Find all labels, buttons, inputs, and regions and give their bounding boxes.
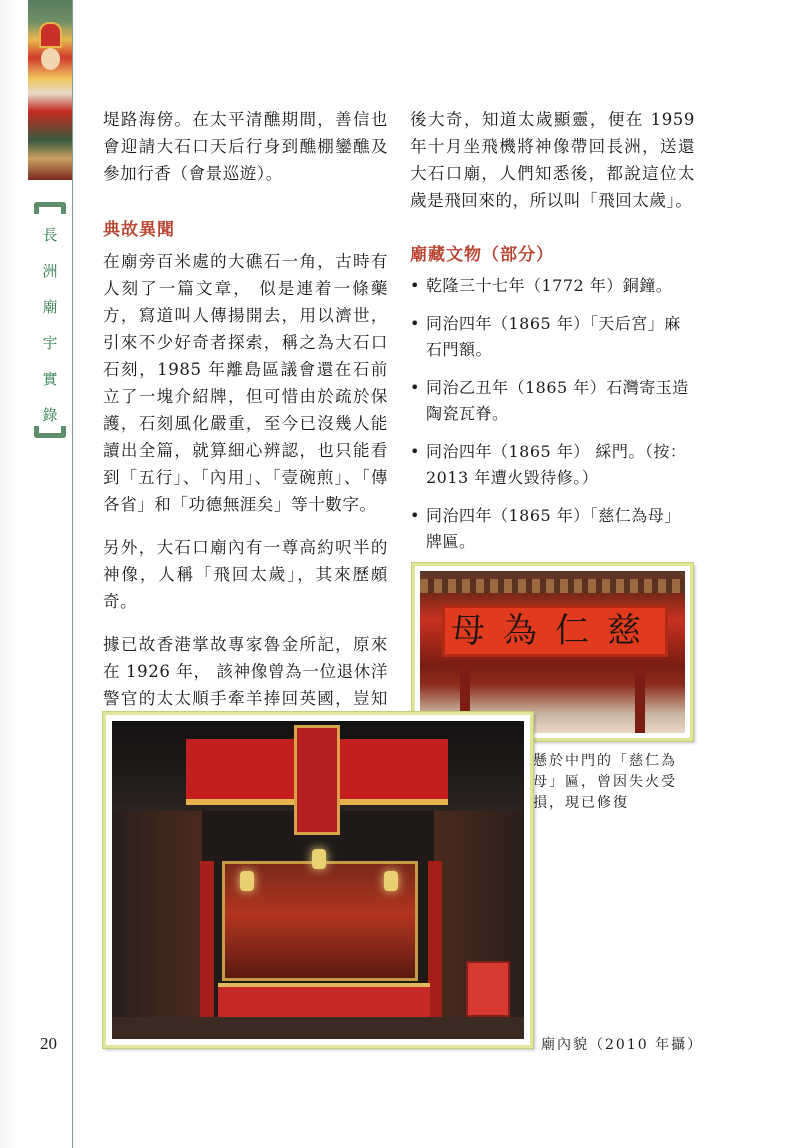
- bullet-icon: •: [410, 276, 420, 295]
- left-column: [103, 106, 388, 782]
- bullet-icon: •: [410, 506, 420, 525]
- plaque-inscription: 母為仁慈: [451, 611, 659, 651]
- bracket-top: [34, 202, 66, 214]
- list-item: [410, 273, 695, 299]
- paragraph-statue: 另外，大石口廟內有一尊高約呎半的神像，人稱「飛回太歲」，其來歷頗奇。: [103, 538, 388, 611]
- artifact-text: 乾隆三十七年（1772 年）銅鐘。: [426, 276, 673, 295]
- lantern-icon: [312, 849, 326, 869]
- red-column: [200, 861, 214, 1021]
- floor: [112, 1017, 524, 1039]
- series-title-char: 實: [42, 370, 58, 388]
- lantern-icon: [240, 871, 254, 891]
- sidebar-divider: [72, 0, 73, 1148]
- artifact-text: 同治四年（1865 年）「天后宮」麻石門額。: [426, 314, 681, 359]
- section-heading-anecdotes: 典故異聞: [103, 220, 175, 240]
- lantern-icon: [384, 871, 398, 891]
- plaque-scene: [420, 571, 685, 733]
- artifact-text: 同治四年（1865 年）「慈仁為母」牌匾。: [426, 506, 681, 551]
- right-column: [410, 106, 695, 567]
- eave-rail: [420, 579, 685, 593]
- paragraph-story: 據已故香港掌故專家魯金所記，原來在 1926 年， 該神像曾為一位退休洋警官的太太順手牽羊捧回英國，豈知: [103, 635, 388, 708]
- donation-box: [466, 961, 510, 1017]
- pillar: [635, 667, 645, 733]
- paragraph-intro: 堤路海傍。在太平清醮期間，善信也會迎請大石口天后行身到醮棚鑾醮及參加行香（會景巡遊）。: [103, 110, 388, 183]
- bracket-bottom: [34, 426, 66, 438]
- list-item: [410, 439, 695, 491]
- deity-face: [41, 48, 60, 70]
- bullet-icon: •: [410, 314, 420, 333]
- page-number: 20: [40, 1034, 57, 1053]
- list-item: [410, 375, 695, 427]
- red-column: [428, 861, 442, 1021]
- bullet-icon: •: [410, 378, 420, 397]
- artifact-list: [410, 273, 695, 555]
- series-title-char: 長: [42, 226, 58, 244]
- series-title: [34, 202, 66, 438]
- section-heading-artifacts: 廟藏文物（部分）: [410, 245, 554, 265]
- deity-image: [28, 0, 73, 180]
- series-title-char: 洲: [42, 262, 58, 280]
- plaque-board: [442, 605, 668, 657]
- bullet-icon: •: [410, 442, 420, 461]
- plaque-caption: 懸於中門的「慈仁為母」匾，曾因失火受損，現已修復: [533, 753, 677, 811]
- side-wall: [112, 811, 202, 1021]
- artifact-text: 同治乙丑年（1865 年）石灣寄玉造陶瓷瓦脊。: [426, 378, 689, 423]
- list-item: [410, 311, 695, 363]
- altar-caption: 廟內貌（2010 年攝）: [541, 1037, 704, 1053]
- series-title-char: 錄: [42, 406, 58, 424]
- artifact-text: 同治四年（1865 年） 綵門。（按：2013 年遭火毀待修。）: [426, 442, 687, 487]
- altar-scene: [112, 721, 524, 1039]
- sidebar: [0, 0, 73, 1148]
- paragraph-continued: 後大奇，知道太歲顯靈，便在 1959 年十月坐飛機將神像帶回長洲，送還大石口廟，人們知悉後，都說這位太歲是飛回來的，所以叫「飛回太歲」。: [410, 110, 695, 210]
- list-item: [410, 503, 695, 555]
- paragraph-stone-carving: 在廟旁百米處的大礁石一角，古時有人刻了一篇文章， 似是連着一條藥方，寫道叫人傳揚開去，用以濟世，引來不少好奇者探索，稱之為大石口石刻，1985 年離島區議會還在石前立了一塊介紹牌，但可惜由於疏於保護，石刻風化嚴重，至今已沒幾人能讀出全篇，就算細心辨認，也只能看到「五行」、「內用」、「壹碗煎」、「傳各省」和「功德無涯矣」等十數字。: [103, 252, 388, 514]
- series-title-char: 廟: [42, 298, 58, 316]
- canopy-center-panel: [294, 725, 340, 835]
- deity-crown: [39, 22, 62, 48]
- altar-photo: [103, 712, 533, 1048]
- series-title-char: 宇: [42, 334, 58, 352]
